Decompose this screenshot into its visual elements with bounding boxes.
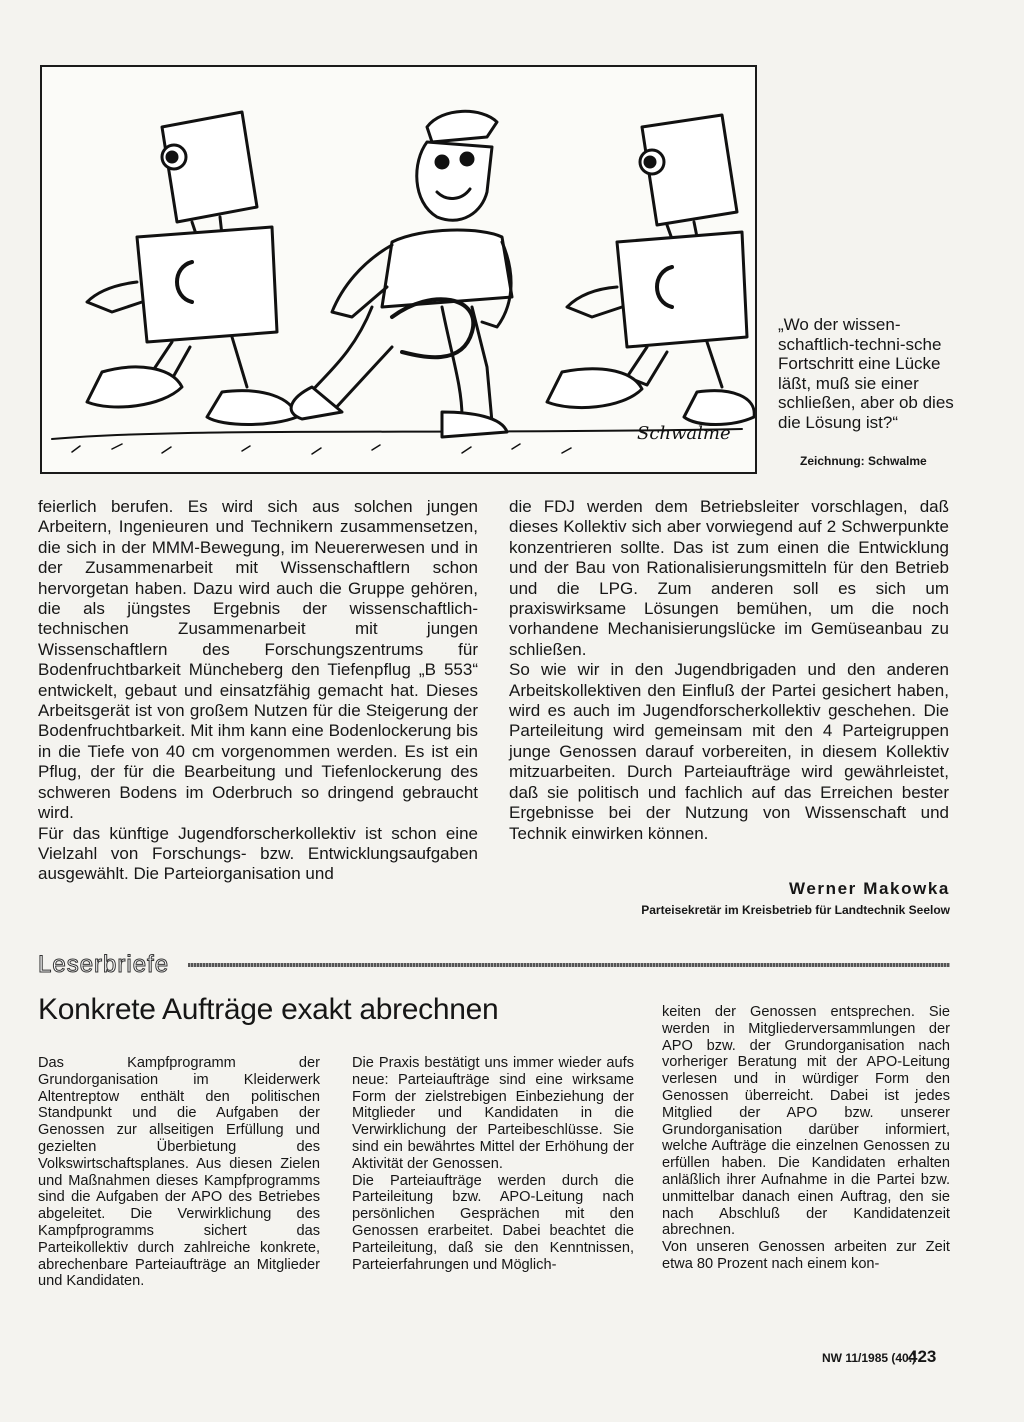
letter-column-2 [352, 1055, 634, 1273]
letter-paragraph: Von unseren Genossen arbeiten zur Zeit etwa 80 Prozent nach einem kon- [662, 1239, 950, 1272]
figure-credit: Zeichnung: Schwalme [800, 454, 927, 468]
article-author-role: Parteisekretär im Kreisbetrieb für Landtechnik Seelow [641, 903, 950, 917]
letter-paragraph: Das Kampfprogramm der Grundorganisation im Kleiderwerk Altentreptow enthält den politischen Standpunkt und die Aufgaben der Genossen zur allseitigen Erfüllung und gezielten Überbietung des Volkswirtschaftsplanes. Aus diesen Zielen und Maßnahmen dieses Kampfprogramms sind die Aufgaben der APO des Betriebes abgeleitet. Die Verwirklichung des Kampfprogramms sichert das Parteikollektiv durch zahlreiche konkrete, abrechenbare Parteiaufträge an Mitglieder und Kandidaten. [38, 1055, 320, 1290]
article-column-2 [509, 497, 949, 844]
letter-column-1 [38, 1055, 320, 1290]
page-number: 423 [908, 1347, 937, 1366]
article-column-1 [38, 497, 478, 885]
letter-headline: Konkrete Aufträge exakt abrechnen [38, 993, 499, 1026]
robot-left [87, 112, 297, 425]
article-author: Werner Makowka [789, 879, 950, 898]
worker-figure [291, 111, 512, 437]
robot-right [547, 115, 754, 425]
letter-paragraph: Die Parteiaufträge werden durch die Parteileitung bzw. APO-Leitung nach persönlichen Gesprächen mit den Genossen erarbeitet. Dabei beachtet die Parteileitung, daß sie den Kenntnissen, Parteierfahrungen und Möglich- [352, 1172, 634, 1273]
article-paragraph: So wie wir in den Jugendbrigaden und den anderen Arbeitskollektiven den Einfluß der Partei gesichert haben, wird es auch im Jugendforscherkollektiv geschehen. Die Parteileitung wird gemeinsam mit den 4 Parteigruppen junge Genossen darauf vorbereiten, in diesem Kollektiv mitzuarbeiten. Durch Parteiaufträge wird gewährleistet, daß sie politisch und fachlich auf das Erreichen bester Ergebnisse bei der Nutzung von Wissenschaft und Technik einwirken können. [509, 660, 949, 843]
cartoon-drawing [42, 67, 755, 472]
letter-paragraph: keiten der Genossen entsprechen. Sie werden in Mitgliederversammlungen der APO bzw. der Grundorganisation nach vorheriger Beratung mit der APO-Leitung verlesen und in würdiger Form den Genossen überreicht. Dabei ist jedes Mitglied der APO bzw. unserer Grundorganisation darüber informiert, welche Aufträge die einzelnen Genossen zu erfüllen haben. Die Kandidaten erhalten anläßlich ihrer Aufnahme in die Partei bzw. unmittelbar danach einen Auftrag, den sie nach Abschluß der Kandidatenzeit abrechnen. [662, 1004, 950, 1239]
issue-reference: NW 11/1985 (40.) [822, 1351, 917, 1365]
article-paragraph: Für das künftige Jugendforscherkollektiv ist schon eine Vielzahl von Forschungs- bzw. Entwicklungsaufgaben ausgewählt. Die Parteiorganisation und [38, 823, 478, 884]
cartoon-signature: Schwalme [637, 423, 731, 444]
cartoon-figure [40, 65, 757, 474]
section-label: Leserbriefe [38, 951, 170, 978]
section-header [38, 952, 950, 978]
article-paragraph: feierlich berufen. Es wird sich aus solchen jungen Arbeitern, Ingenieuren und Technikern zusammensetzen, die sich in der MMM-Bewegung, im Neuererwesen und in der Zusammenarbeit mit Wissenschaftlern schon hervorgetan haben. Dazu wird auch die Gruppe gehören, die als jüngstes Ergebnis der wissenschaftlich-technischen Zusammenarbeit mit jungen Wissenschaftlern des Forschungszentrums für Bodenfruchtbarkeit Müncheberg den Tiefenpflug „B 553“ entwickelt, gebaut und einsatzfähig gemacht hat. Dieses Arbeitsgerät ist von großem Nutzen für die Steigerung der Bodenfruchtbarkeit. Mit ihm kann eine Bodenlockerung bis in die Tiefe von 40 cm vorgenommen werden. Es ist ein Pflug, der für die Bearbeitung und Tiefenlockerung des schweren Bodens im Oderbruch so dringend gebraucht wird. [38, 497, 478, 823]
letter-column-3 [662, 1004, 950, 1273]
section-rule [188, 963, 950, 967]
article-paragraph: die FDJ werden dem Betriebsleiter vorschlagen, daß dieses Kollektiv sich aber vorwiegend auf 2 Schwerpunkte konzentrieren sollte. Das ist zum einen die Entwicklung und der Bau von Rationalisierungsmitteln für den Betrieb und die LPG. Zum anderen soll es sich um praxiswirksame Lösungen bemühen, um die noch vorhandene Mechanisierungslücke im Gemüseanbau zu schließen. [509, 497, 949, 659]
figure-caption: „Wo der wissen-schaftlich-techni-sche Fortschritt eine Lücke läßt, muß sie einer schließen, aber ob dies die Lösung ist?“ [778, 315, 954, 432]
letter-paragraph: Die Praxis bestätigt uns immer wieder aufs neue: Parteiaufträge sind eine wirksame Form der zielstrebigen Einbeziehung der Mitglieder und Kandidaten in die Verwirklichung der Parteibeschlüsse. Sie sind ein bewährtes Mittel der Erhöhung der Aktivität der Genossen. [352, 1055, 634, 1172]
